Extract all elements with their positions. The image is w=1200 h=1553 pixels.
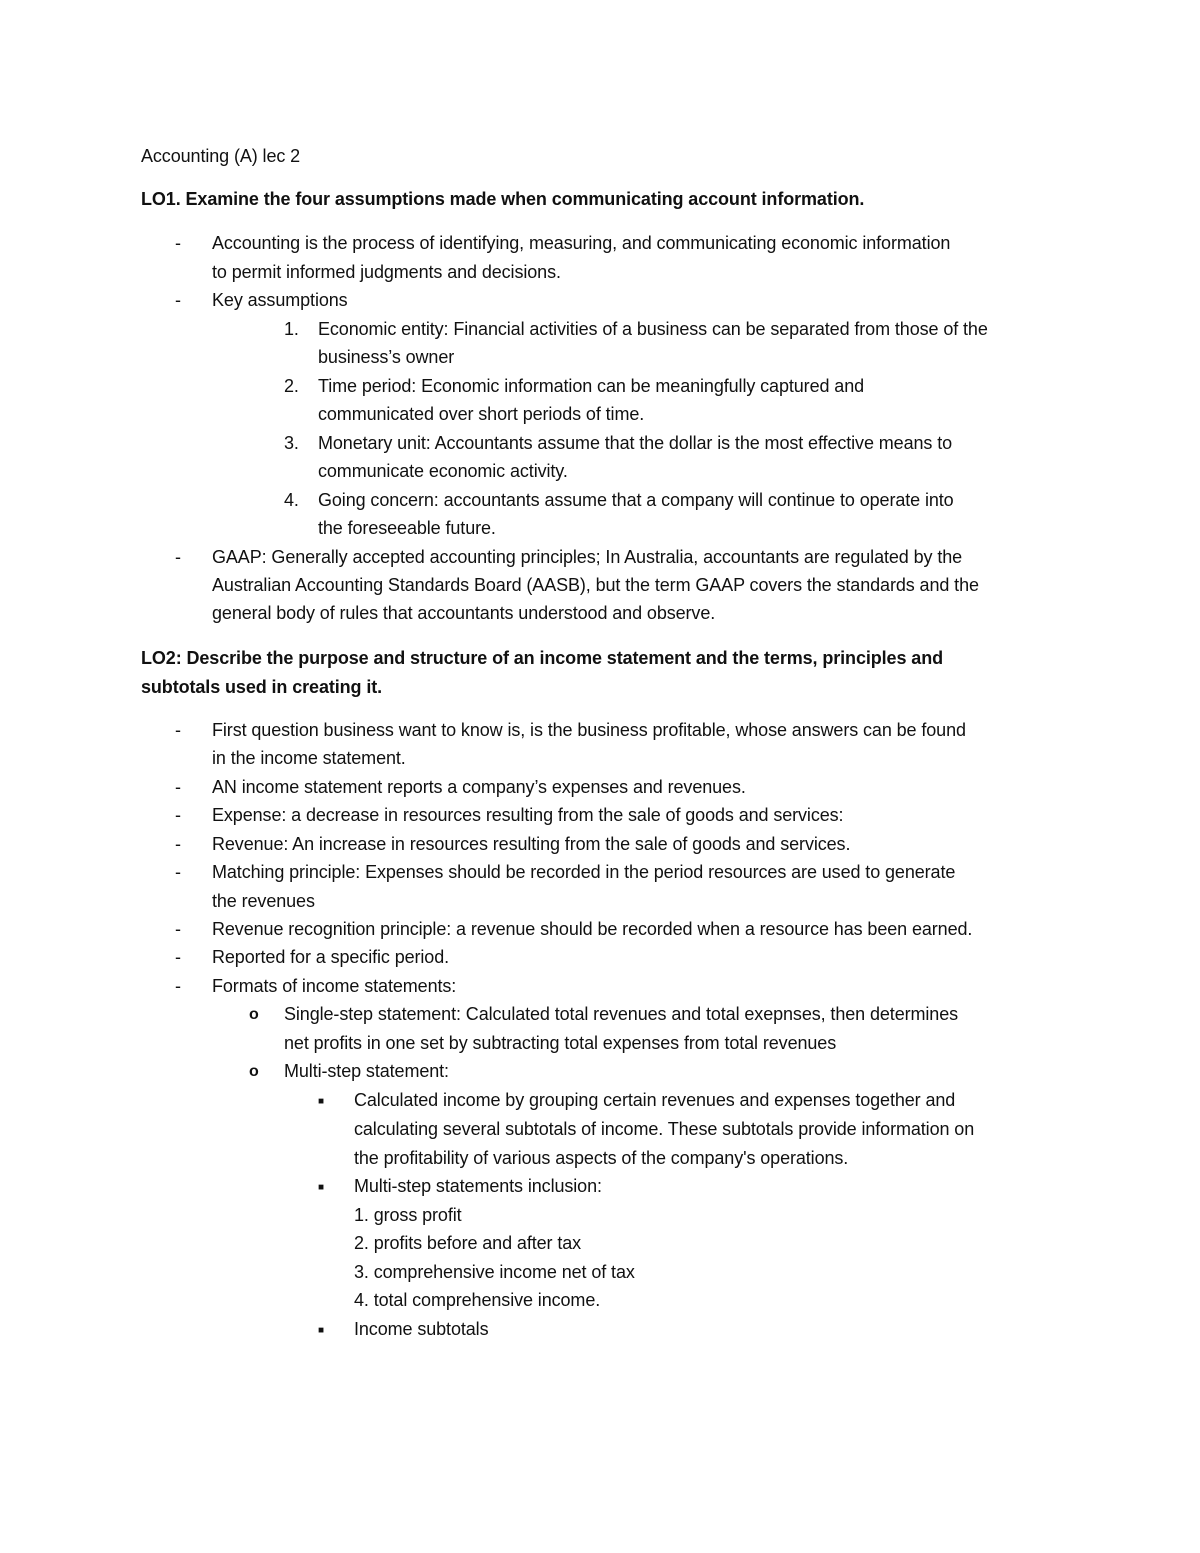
reported-period-bullet: Reported for a specific period. (212, 947, 450, 967)
dash-bullet: - (175, 805, 181, 825)
gaap-line-3: general body of rules that accountants understood and observe. (212, 603, 716, 623)
inclusion-item: 4. total comprehensive income. (354, 1290, 601, 1310)
gaap-line-1: GAAP: Generally accepted accounting principles; In Australia, accountants are regulated by the (212, 547, 963, 567)
multi-step-bullet: Multi-step statement: (284, 1061, 449, 1081)
calculated-income-line-2: calculating several subtotals of income. These subtotals provide information on (354, 1119, 975, 1139)
matching-principle-line-1: Matching principle: Expenses should be recorded in the period resources are used to generate (212, 862, 956, 882)
document-title: Accounting (A) lec 2 (141, 146, 301, 166)
revenue-recognition-bullet: Revenue recognition principle: a revenue should be recorded when a resource has been earned. (212, 919, 973, 939)
dash-bullet: - (175, 777, 181, 797)
lo2-heading-line-1: LO2: Describe the purpose and structure of an income statement and the terms, principles and (141, 648, 943, 668)
lo1-heading: LO1. Examine the four assumptions made when communicating account information. (141, 189, 865, 209)
inclusion-item: 2. profits before and after tax (354, 1233, 582, 1253)
income-subtotals-bullet: Income subtotals (354, 1319, 489, 1339)
circle-bullet: o (249, 1006, 259, 1023)
first-question-line-2: in the income statement. (212, 748, 406, 768)
square-bullet: ■ (318, 1182, 324, 1193)
first-question-line-1: First question business want to know is, is the business profitable, whose answers can be found (212, 720, 966, 740)
lo2-heading-line-2: subtotals used in creating it. (141, 677, 383, 697)
dash-bullet: - (175, 834, 181, 854)
assumption-number: 4. (284, 490, 299, 510)
calculated-income-line-1: Calculated income by grouping certain revenues and expenses together and (354, 1090, 956, 1110)
key-assumptions-label: Key assumptions (212, 290, 348, 310)
assumption-number: 3. (284, 433, 299, 453)
accounting-definition-line-2: to permit informed judgments and decisions. (212, 262, 561, 282)
dash-bullet: - (175, 976, 181, 996)
assumption-2-line-1: Time period: Economic information can be meaningfully captured and (318, 376, 865, 396)
dash-bullet: - (175, 720, 181, 740)
square-bullet: ■ (318, 1096, 324, 1107)
assumption-1-line-2: business’s owner (318, 347, 455, 367)
assumption-4-line-2: the foreseeable future. (318, 518, 496, 538)
square-bullet: ■ (318, 1325, 324, 1336)
dash-bullet: - (175, 919, 181, 939)
dash-bullet: - (175, 290, 181, 310)
assumption-3-line-2: communicate economic activity. (318, 461, 568, 481)
circle-bullet: o (249, 1063, 259, 1080)
assumption-number: 1. (284, 319, 299, 339)
assumption-4-line-1: Going concern: accountants assume that a company will continue to operate into (318, 490, 954, 510)
assumption-number: 2. (284, 376, 299, 396)
accounting-definition-line-1: Accounting is the process of identifying, measuring, and communicating economic information (212, 233, 951, 253)
formats-bullet: Formats of income statements: (212, 976, 457, 996)
gaap-line-2: Australian Accounting Standards Board (AASB), but the term GAAP covers the standards and the (212, 575, 979, 595)
expense-bullet: Expense: a decrease in resources resulting from the sale of goods and services: (212, 805, 844, 825)
matching-principle-line-2: the revenues (212, 891, 315, 911)
inclusion-item: 1. gross profit (354, 1205, 462, 1225)
single-step-line-2: net profits in one set by subtracting total expenses from total revenues (284, 1033, 837, 1053)
inclusion-bullet: Multi-step statements inclusion: (354, 1176, 602, 1196)
dash-bullet: - (175, 233, 181, 253)
dash-bullet: - (175, 862, 181, 882)
dash-bullet: - (175, 547, 181, 567)
assumption-1-line-1: Economic entity: Financial activities of a business can be separated from those of the (318, 319, 988, 339)
assumption-2-line-2: communicated over short periods of time. (318, 404, 645, 424)
revenue-bullet: Revenue: An increase in resources resulting from the sale of goods and services. (212, 834, 851, 854)
dash-bullet: - (175, 947, 181, 967)
single-step-line-1: Single-step statement: Calculated total revenues and total exepnses, then determines (284, 1004, 959, 1024)
inclusion-item: 3. comprehensive income net of tax (354, 1262, 635, 1282)
income-statement-bullet: AN income statement reports a company’s expenses and revenues. (212, 777, 746, 797)
calculated-income-line-3: the profitability of various aspects of the company's operations. (354, 1148, 849, 1168)
assumption-3-line-1: Monetary unit: Accountants assume that the dollar is the most effective means to (318, 433, 953, 453)
